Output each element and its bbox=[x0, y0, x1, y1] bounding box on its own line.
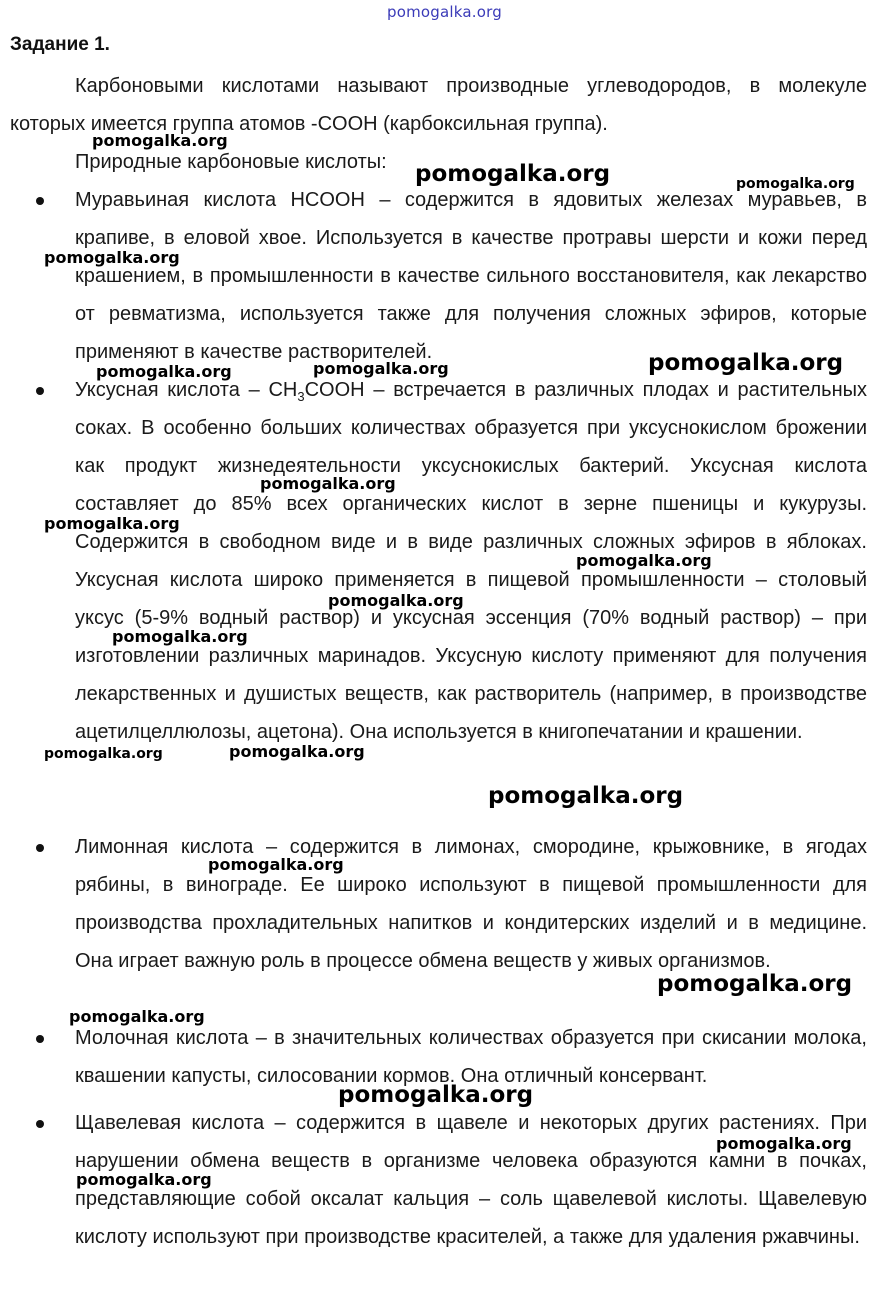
bullet-icon bbox=[36, 844, 44, 852]
watermark: pomogalka.org bbox=[657, 971, 853, 997]
list-item-lactic: Молочная кислота – в значительных количествах образуется при скисании молока, квашении капусты, силосовании кормов. Она отличный консервант. bbox=[75, 1027, 867, 1087]
acetic-subscript: 3 bbox=[297, 389, 305, 404]
list-item-formic: Муравьиная кислота HCOOH – содержится в ядовитых железах муравьев, в крапиве, в еловой хвое. Используется в качестве протравы шерсти и кожи перед крашением, в промышленности в качестве сильного восстановителя, как лекарство от ревматизма, используется также для получения сложных эфиров, которые применяют в качестве растворителей. bbox=[75, 189, 867, 363]
watermark: pomogalka.org bbox=[44, 514, 180, 533]
watermark: pomogalka.org bbox=[313, 359, 449, 378]
subheading: Природные карбоновые кислоты: bbox=[75, 151, 387, 173]
watermark: pomogalka.org bbox=[229, 742, 365, 761]
task-title: Задание 1. bbox=[10, 34, 110, 55]
bullet-icon bbox=[36, 1035, 44, 1043]
watermark: pomogalka.org bbox=[260, 474, 396, 493]
bullet-icon bbox=[36, 197, 44, 205]
watermark: pomogalka.org bbox=[69, 1007, 205, 1026]
watermark: pomogalka.org bbox=[716, 1134, 852, 1153]
watermark: pomogalka.org bbox=[488, 783, 684, 809]
watermark: pomogalka.org bbox=[44, 248, 180, 267]
list-item-acetic bbox=[75, 371, 867, 751]
intro-text: Карбоновыми кислотами называют производные углеводородов, в молекуле которых имеется группа атомов -COOH (карбоксильная группа). bbox=[10, 75, 867, 135]
watermark: pomogalka.org bbox=[112, 627, 248, 646]
watermark: pomogalka.org bbox=[576, 551, 712, 570]
watermark: pomogalka.org bbox=[648, 350, 844, 376]
watermark: pomogalka.org bbox=[736, 176, 855, 192]
acetic-formula-start: Уксусная кислота – CH bbox=[75, 379, 298, 401]
watermark: pomogalka.org bbox=[92, 131, 228, 150]
watermark: pomogalka.org bbox=[415, 161, 611, 187]
acetic-text: COOH – встречается в различных плодах и растительных соках. В особенно больших количествах образуется при уксуснокислом брожении как продукт жизнедеятельности уксуснокислых бактерий. Уксусная кислота составляет до 85% всех органических кислот в зерне пшеницы и кукурузы. Содержится в свободном виде и в виде различных сложных эфиров в яблоках. Уксусная кислота широко применяется в пищевой промышленности – столовый уксус (5-9% водный раствор) и уксусная эссенция (70% водный раствор) – при изготовлении различных маринадов. Уксусную кислоту применяют для получения лекарственных и душистых веществ, как растворитель (например, в производстве ацетилцеллюлозы, ацетона). Она используется в книгопечатании и крашении. bbox=[75, 379, 868, 743]
watermark: pomogalka.org bbox=[96, 362, 232, 381]
list-item-citric: Лимонная кислота – содержится в лимонах, смородине, крыжовнике, в ягодах рябины, в винограде. Ее широко используют в пищевой промышленности для производства прохладительных напитков и кондитерских изделий и в медицине. Она играет важную роль в процессе обмена веществ у живых организмов. bbox=[75, 836, 867, 972]
site-header-label[interactable]: pomogalka.org bbox=[387, 3, 502, 21]
bullet-icon bbox=[36, 387, 44, 395]
list-item-oxalic: Щавелевая кислота – содержится в щавеле и некоторых других растениях. При нарушении обмена веществ в организме человека образуются камни в почках, представляющие собой оксалат кальция – соль щавелевой кислоты. Щавелевую кислоту используют при производстве красителей, а также для удаления ржавчины. bbox=[75, 1112, 867, 1248]
bullet-icon bbox=[36, 1120, 44, 1128]
watermark: pomogalka.org bbox=[76, 1170, 212, 1189]
watermark: pomogalka.org bbox=[328, 591, 464, 610]
watermark: pomogalka.org bbox=[44, 746, 163, 762]
watermark: pomogalka.org bbox=[208, 855, 344, 874]
watermark: pomogalka.org bbox=[338, 1082, 534, 1108]
